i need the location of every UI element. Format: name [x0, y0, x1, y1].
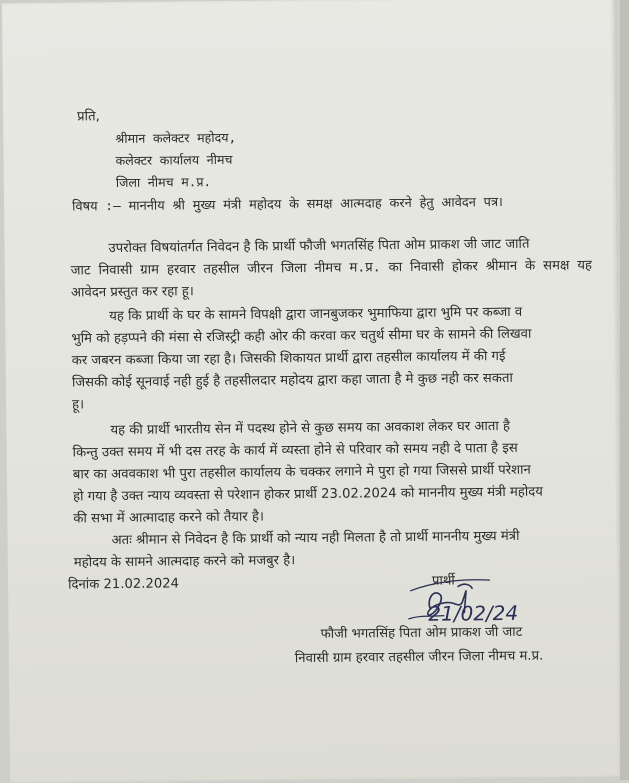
para3-line-5: की सभा में आत्मादाह करने को तैयार है। — [73, 509, 265, 527]
addressee-line-1: श्रीमान कलेक्टर महोदय, — [115, 129, 237, 147]
para1-line-2: जाट निवासी ग्राम हरवार तहसील जीरन जिला नीमच म.प्र. का निवासी होकर श्रीमान के समक्ष यह — [70, 258, 593, 279]
para3-line-4: हो गया है उक्त न्याय व्यवस्ता से परेशान होकर प्रार्थी 23.02.2024 को माननीय मुख्य मंत्री महोदय — [73, 484, 543, 505]
para3-line-3: बार का अववकाश भी पुरा तहसील कार्यालय के चक्कर लगाने मे पुरा हो गया जिससे प्रार्थी परेशान — [72, 462, 531, 483]
background-edge — [620, 0, 629, 780]
letter-paper — [2, 0, 622, 783]
sender-line-2: निवासी ग्राम हरवार तहसील जीरन जिला नीमच म.प्र. — [294, 648, 544, 667]
signature-date: 21/02/24 — [428, 600, 519, 626]
para2-line-2: भुमि को हड़प्पने की मंसा से रजिस्ट्री कही ओर की करवा कर चतुर्थ सीमा घर के सामने की लिखवा — [71, 326, 532, 347]
para3-line-1: यह की प्रार्थी भारतीय सेन में पदस्थ होने से कुछ समय का अवकाश लेकर घर आता है — [110, 418, 511, 439]
para2-line-4: जिसकी कोई सूनवाई नही हुई है तहसीलदार महोदय द्वारा कहा जाता है मे कुछ नही कर सकता — [71, 370, 513, 391]
sender-line-1: फौजी भगतसिंह पिता ओम प्राकश जी जाट — [320, 624, 523, 642]
subject-line: विषय :– माननीय श्री मुख्य मंत्री महोदय के समक्ष आत्मदाह करने हेतु आवेदन पत्र। — [71, 194, 504, 215]
addressee-line-2: कलेक्टर कार्यालय नीमच — [115, 151, 233, 169]
para2-line-5: हू। — [72, 397, 85, 413]
addressee-line-3: जिला नीमच म.प्र. — [115, 174, 212, 191]
para1-line-1: उपरोक्त विषयांतर्गत निवेदन है कि प्रार्थी फौजी भगतसिंह पिता ओम प्राकश जी जाट जाति — [108, 236, 530, 257]
para4-line-1: अतः श्रीमान से निवेदन है कि प्रार्थी को न्याय नही मिलता है तो प्रार्थी माननीय मुख्य मंत्री — [111, 528, 520, 549]
letter-date: दिनांक 21.02.2024 — [67, 576, 180, 593]
para4-line-2: महोदय के सामने आत्मदाह करने को मजबुर है। — [73, 553, 296, 571]
para3-line-2: किन्तु उक्त समय में भी दस तरह के कार्य में व्यस्ता होने से परिवार को समय नही दे पाता है इस — [72, 440, 518, 461]
applicant-label: प्रार्थी — [431, 573, 455, 589]
salutation: प्रति, — [77, 109, 100, 125]
para2-line-3: कर जबरन कब्जा किया जा रहा है। जिसकी शिकायत प्रार्थी द्वारा तहसील कार्यालय में की गई — [71, 348, 506, 369]
para1-line-3: आवेदन प्रस्तुत कर रहा हू। — [70, 284, 194, 301]
para2-line-1: यह कि प्रार्थी के घर के सामने विपक्षी द्वारा जानबुजकर भुमाफिया द्वारा भुमि पर कब्जा व — [109, 304, 523, 325]
